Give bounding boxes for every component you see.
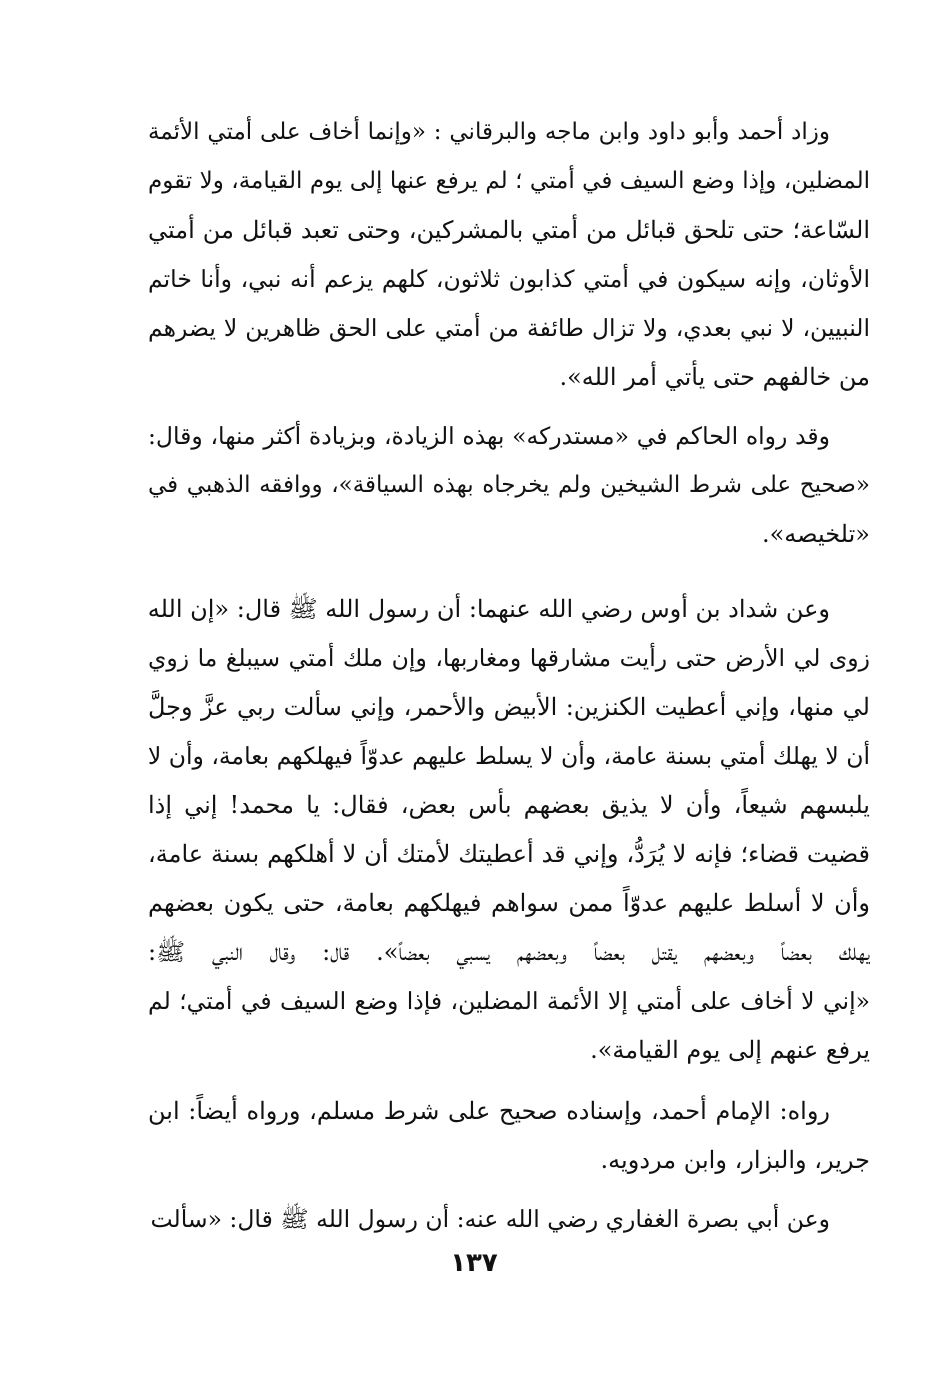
- text-line: أن لا يهلك أمتي بسنة عامة، وأن لا يسلط عليهم عدوّاً فيهلكهم بعامة، وأن لا: [148, 742, 870, 770]
- text-line: جرير، والبزار، وابن مردويه.: [600, 1146, 870, 1174]
- text-line: وعن شداد بن أوس رضي الله عنهما: أن رسول الله ﷺ قال: «إن الله: [148, 595, 830, 623]
- text-line: يلبسهم شيعاً، وأن لا يذيق بعضهم بأس بعض، فقال: يا محمد! إني إذا: [148, 791, 870, 819]
- body-text: [148, 108, 870, 1244]
- page-number: ١٣٧: [450, 1248, 498, 1278]
- text-line: وقد رواه الحاكم في «مستدركه» بهذه الزيادة، وبزيادة أكثر منها، وقال:: [148, 422, 830, 450]
- text-line: الأوثان، وإنه سيكون في أمتي كذابون ثلاثون، كلهم يزعم أنه نبي، وأنا خاتم: [148, 265, 870, 293]
- text-line: «صحيح على شرط الشيخين ولم يخرجاه بهذه السياقة»، ووافقه الذهبي في: [148, 472, 870, 498]
- text-line: يرفع عنهم إلى يوم القيامة».: [590, 1036, 870, 1064]
- paragraph-4: [148, 1087, 870, 1185]
- paragraph-2: [148, 412, 870, 559]
- text-line: من خالفهم حتى يأتي أمر الله».: [559, 363, 870, 391]
- text-line: يهلك بعضاً وبعضهم يقتل بعضاً وبعضهم يسبي بعضاً». قال: وقال النبي ﷺ:: [148, 938, 870, 966]
- paragraph-1: [148, 108, 870, 402]
- text-line: السّاعة؛ حتى تلحق قبائل من أمتي بالمشركين، وحتى تعبد قبائل من أمتي: [148, 216, 870, 244]
- text-line: المضلين، وإذا وضع السيف في أمتي ؛ لم يرفع عنها إلى يوم القيامة، ولا تقوم: [148, 168, 870, 194]
- text-line: «تلخيصه».: [761, 520, 870, 548]
- text-line: رواه: الإمام أحمد، وإسناده صحيح على شرط مسلم، ورواه أيضاً: ابن: [148, 1097, 830, 1125]
- text-line: وزاد أحمد وأبو داود وابن ماجه والبرقاني : «وإنما أخاف على أمتي الأئمة: [148, 119, 830, 145]
- text-line: قضيت قضاء؛ فإنه لا يُرَدُّ، وإني قد أعطيتك لأمتك أن لا أهلكهم بسنة عامة،: [148, 840, 870, 868]
- paragraph-3: [148, 585, 870, 1075]
- text-line: وعن أبي بصرة الغفاري رضي الله عنه: أن رسول الله ﷺ قال: «سألت: [150, 1205, 830, 1233]
- text-line: زوى لي الأرض حتى رأيت مشارقها ومغاربها، وإن ملك أمتي سيبلغ ما زوي: [148, 644, 870, 672]
- paragraph-5: [148, 1195, 870, 1244]
- text-line: لي منها، وإني أعطيت الكنزين: الأبيض والأحمر، وإني سألت ربي عزَّ وجلَّ: [148, 693, 870, 721]
- text-line: «إني لا أخاف على أمتي إلا الأئمة المضلين، فإذا وضع السيف في أمتي؛ لم: [148, 987, 870, 1015]
- text-line: النبيين، لا نبي بعدي، ولا تزال طائفة من أمتي على الحق ظاهرين لا يضرهم: [148, 314, 870, 342]
- text-line: وأن لا أسلط عليهم عدوّاً ممن سواهم فيهلكهم بعامة، حتى يكون بعضهم: [148, 889, 870, 917]
